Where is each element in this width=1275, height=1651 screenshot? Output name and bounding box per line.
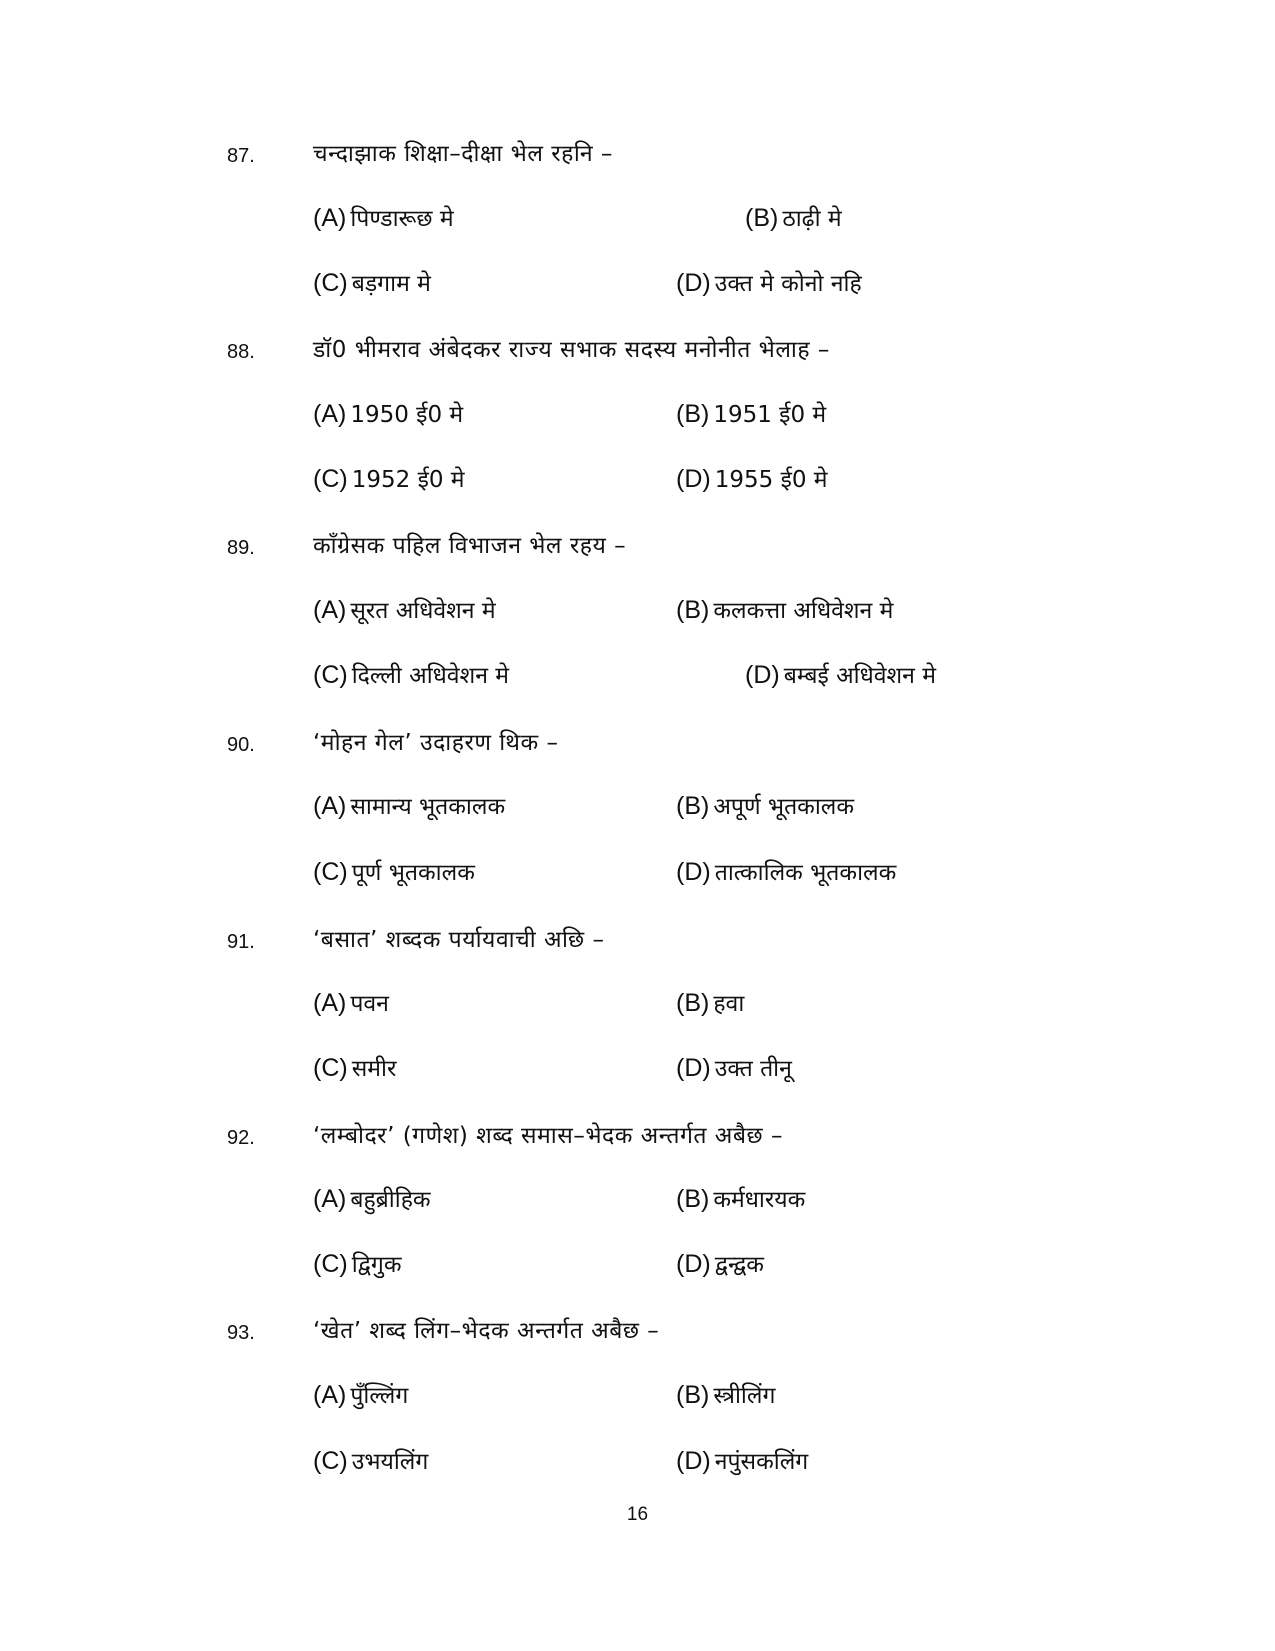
option-d: [676, 1052, 792, 1085]
option-a: [313, 594, 496, 627]
option-text: सामान्य भूतकालक: [350, 794, 506, 820]
question-text: ‘लम्बोदर’ (गणेश) शब्द समास–भेदक अन्तर्गत अबैछ –: [313, 1123, 783, 1149]
option-b: [676, 594, 893, 627]
question-text: ‘खेत’ शब्द लिंग–भेदक अन्तर्गत अबैछ –: [313, 1318, 660, 1344]
option-text: 1955 ई0 मे: [714, 467, 828, 493]
option-text: द्वन्द्वक: [714, 1252, 764, 1278]
option-text: उभयलिंग: [351, 1449, 429, 1475]
option-label: (D): [676, 858, 711, 886]
question-number: 92.: [227, 1127, 255, 1149]
option-text: 1951 ई0 मे: [713, 402, 827, 428]
option-label: (D): [676, 465, 711, 493]
option-text: पिण्डारूछ मे: [350, 206, 454, 232]
option-label: (A): [313, 792, 347, 820]
option-c: [313, 1052, 396, 1085]
option-label: (C): [313, 1250, 348, 1278]
option-d: [676, 267, 862, 300]
option-c: [313, 463, 465, 496]
option-a: [313, 1379, 408, 1412]
option-c: [313, 856, 475, 889]
option-d: [676, 856, 896, 889]
option-label: (B): [676, 1381, 710, 1409]
question-text: चन्दाझाक शिक्षा–दीक्षा भेल रहनि –: [313, 141, 613, 167]
option-label: (A): [313, 400, 347, 428]
question-text: ‘मोहन गेल’ उदाहरण थिक –: [313, 730, 559, 756]
option-b: [676, 1379, 775, 1412]
question-text: डॉ0 भीमराव अंबेदकर राज्य सभाक सदस्य मनोनीत भेलाह –: [313, 337, 830, 363]
option-b: [745, 202, 842, 235]
option-label: (B): [745, 204, 779, 232]
option-c: [313, 267, 431, 300]
option-a: [313, 790, 505, 823]
option-text: द्विगुक: [351, 1252, 402, 1278]
option-label: (B): [676, 596, 710, 624]
option-label: (B): [676, 1185, 710, 1213]
option-b: [676, 790, 854, 823]
option-label: (D): [676, 1447, 711, 1475]
option-text: पुँल्लिंग: [350, 1383, 409, 1409]
option-label: (B): [676, 792, 710, 820]
question-number: 91.: [227, 931, 255, 953]
option-text: पूर्ण भूतकालक: [351, 860, 475, 886]
option-text: ठाढ़ी मे: [782, 206, 842, 232]
option-text: कर्मधारयक: [713, 1187, 806, 1213]
question-number: 89.: [227, 537, 255, 559]
option-label: (D): [676, 269, 711, 297]
question-text: ‘बसात’ शब्दक पर्यायवाची अछि –: [313, 927, 605, 953]
option-c: [313, 659, 509, 692]
option-text: दिल्ली अधिवेशन मे: [351, 663, 510, 689]
option-text: बम्बई अधिवेशन मे: [783, 663, 936, 689]
option-c: [313, 1248, 402, 1281]
question-number: 87.: [227, 145, 255, 167]
option-text: नपुंसकलिंग: [714, 1449, 809, 1475]
option-text: 1950 ई0 मे: [350, 402, 464, 428]
option-b: [676, 987, 744, 1020]
question-number: 90.: [227, 734, 255, 756]
option-text: उक्त तीनू: [714, 1056, 792, 1082]
option-label: (D): [676, 1250, 711, 1278]
option-label: (D): [745, 661, 780, 689]
option-a: [313, 398, 463, 431]
option-label: (C): [313, 1054, 348, 1082]
option-text: कलकत्ता अधिवेशन मे: [713, 598, 894, 624]
option-a: [313, 1183, 431, 1216]
question-number: 93.: [227, 1322, 255, 1344]
option-c: [313, 1445, 428, 1478]
option-text: हवा: [713, 991, 745, 1017]
option-b: [676, 1183, 805, 1216]
option-text: स्त्रीलिंग: [713, 1383, 776, 1409]
option-a: [313, 202, 454, 235]
option-label: (A): [313, 1185, 347, 1213]
option-label: (A): [313, 1381, 347, 1409]
option-label: (A): [313, 204, 347, 232]
option-text: उक्त मे कोनो नहि: [714, 271, 862, 297]
option-label: (D): [676, 1054, 711, 1082]
question-text: काँग्रेसक पहिल विभाजन भेल रहय –: [313, 533, 627, 559]
option-text: समीर: [351, 1056, 397, 1082]
option-d: [676, 1248, 764, 1281]
option-label: (C): [313, 1447, 348, 1475]
option-label: (B): [676, 400, 710, 428]
option-label: (A): [313, 596, 347, 624]
option-b: [676, 398, 826, 431]
option-text: पवन: [350, 991, 389, 1017]
option-text: 1952 ई0 मे: [351, 467, 465, 493]
option-label: (C): [313, 269, 348, 297]
option-label: (B): [676, 989, 710, 1017]
option-d: [676, 463, 828, 496]
page-number: 16: [626, 1504, 649, 1525]
option-text: बहुब्रीहिक: [350, 1187, 431, 1213]
option-d: [676, 1445, 808, 1478]
option-text: बड़गाम मे: [351, 271, 431, 297]
option-label: (A): [313, 989, 347, 1017]
option-label: (C): [313, 858, 348, 886]
option-label: (C): [313, 661, 348, 689]
option-text: अपूर्ण भूतकालक: [713, 794, 855, 820]
option-text: तात्कालिक भूतकालक: [714, 860, 897, 886]
option-d: [745, 659, 936, 692]
option-text: सूरत अधिवेशन मे: [350, 598, 496, 624]
question-number: 88.: [227, 341, 255, 363]
option-label: (C): [313, 465, 348, 493]
option-a: [313, 987, 389, 1020]
